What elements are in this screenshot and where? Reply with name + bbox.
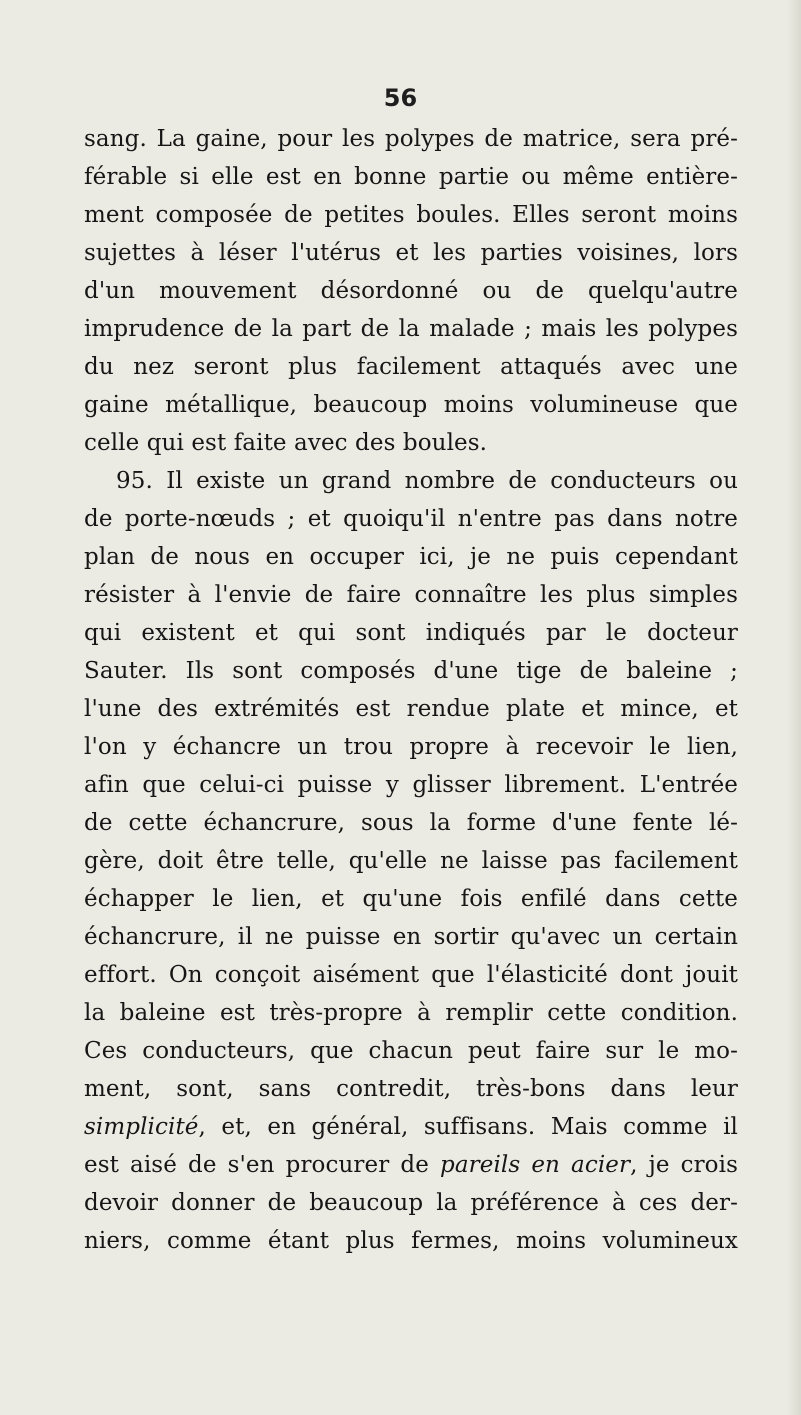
italic-segment: pareils en acier: [440, 1152, 631, 1178]
italic-segment: simplicité: [84, 1114, 199, 1140]
text-line: [84, 1146, 738, 1184]
paragraph-end-line: celle qui est faite avec des boules.: [84, 430, 488, 456]
page-number: 56: [383, 84, 418, 112]
text-line: la baleine est très-propre à remplir cette condition.: [84, 1000, 738, 1026]
text-line: [84, 1108, 738, 1146]
text-line: gère, doit être telle, qu'elle ne laisse pas facilement: [84, 848, 738, 874]
text-segment: est aisé de s'en procurer de: [84, 1152, 440, 1178]
body-text: [84, 120, 738, 1260]
text-line: d'un mouvement désordonné ou de quelqu'autre: [84, 278, 738, 304]
text-line: sujettes à léser l'utérus et les parties voisines, lors: [84, 240, 738, 266]
text-line: niers, comme étant plus fermes, moins volumineux: [84, 1228, 738, 1254]
text-line: plan de nous en occuper ici, je ne puis cependant: [84, 544, 738, 570]
text-line: gaine métallique, beaucoup moins volumineuse que: [84, 392, 738, 418]
text-line: ment composée de petites boules. Elles seront moins: [84, 202, 738, 228]
text-line: devoir donner de beaucoup la préférence à ces der-: [84, 1190, 738, 1216]
text-line: échancrure, il ne puisse en sortir qu'avec un certain: [84, 924, 738, 950]
text-line: du nez seront plus facilement attaqués avec une: [84, 354, 738, 380]
text-line: échapper le lien, et qu'une fois enfilé dans cette: [84, 886, 738, 912]
text-line: effort. On conçoit aisément que l'élasticité dont jouit: [84, 962, 738, 988]
paragraph-start-line: 95. Il existe un grand nombre de conducteurs ou: [116, 468, 738, 494]
text-line: l'une des extrémités est rendue plate et mince, et: [84, 696, 738, 722]
text-line: férable si elle est en bonne partie ou même entière-: [84, 164, 738, 190]
text-line: [84, 1070, 738, 1108]
text-line: sang. La gaine, pour les polypes de matrice, sera pré-: [84, 126, 738, 152]
page-edge-shadow: [787, 0, 801, 1415]
text-segment: , et, en général, suffisans. Mais comme il: [198, 1114, 738, 1140]
text-line: de porte-nœuds ; et quoiqu'il n'entre pas dans notre: [84, 506, 738, 532]
text-line: imprudence de la part de la malade ; mais les polypes: [84, 316, 738, 342]
text-line: qui existent et qui sont indiqués par le docteur: [84, 620, 738, 646]
text-segment: , je crois: [630, 1152, 738, 1178]
text-line: l'on y échancre un trou propre à recevoir le lien,: [84, 734, 738, 760]
text-line: Sauter. Ils sont composés d'une tige de baleine ;: [84, 658, 738, 684]
text-line: résister à l'envie de faire connaître les plus simples: [84, 582, 738, 608]
text-line: afin que celui-ci puisse y glisser librement. L'entrée: [84, 772, 738, 798]
text-segment: ment, sont, sans contredit, très-bons dans leur: [84, 1076, 738, 1102]
text-line: de cette échancrure, sous la forme d'une fente lé-: [84, 810, 738, 836]
text-line: Ces conducteurs, que chacun peut faire sur le mo-: [84, 1038, 738, 1064]
